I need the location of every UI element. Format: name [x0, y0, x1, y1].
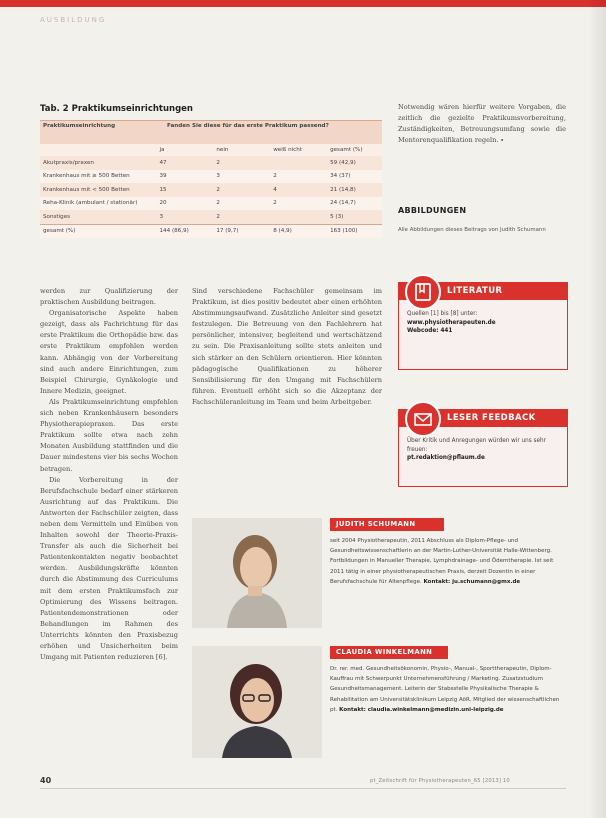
table-row: Sonstiges 3 2 5 (3) — [40, 210, 382, 224]
author-photo-2 — [192, 646, 322, 758]
paragraph: werden zur Qualifizierung der praktischen Ausbildung beitragen. — [40, 287, 178, 307]
bio1-text — [330, 536, 566, 587]
paragraph: Sind verschiedene Fachschüler gemeinsam im Praktikum, ist dies positiv bedeutet aber einen erhöhten Abstimmungsaufwand. Zusätzliche Anleiter sind gesetzt festzulegen. Die Betreuung von den Fachlehrern hat persönlicher, intensiver, begleitend und wertschätzend zu sein. Die Praxisanleitung sollte stets anleiten und sich stärker an den Schülern orientieren. Hier könnten pädagogische Qualifikationen zu höherer Sensibilisierung für den Umgang mit Fachschülern führen. Eventuell erhöht sich so die Akzeptanz der Fachschüleranleitung im Team und beim Arbeitgeber. — [192, 287, 382, 406]
bio2-name: CLAUDIA WINKELMANN — [330, 646, 448, 659]
table-header — [40, 120, 382, 144]
feedback-line: Über Kritik und Anregungen würden wir uns sehr freuen: — [407, 438, 546, 453]
literatur-box — [398, 282, 568, 370]
column-a — [40, 286, 178, 663]
table-total-row: gesamt (%) 144 (86,9) 17 (9,7) 8 (4,9) 163 (100) — [40, 224, 382, 239]
table-subheader: nein — [216, 147, 229, 153]
author-photo-1 — [192, 518, 322, 628]
table-body — [40, 156, 382, 238]
table — [40, 120, 382, 238]
paragraph: Die Vorbereitung in der Berufsfachschule bedarf einer stärkeren Ausrichtung auf das Praktikum. Die Antworten der Fachschüler zeigten, dass neben dem Vermitteln und Einüben von Inhalten sowohl der Theorie-Praxis-Transfer als auch die Sicherheit bei Patientenkontakten negativ beobachtet werden. Ausbildungskräfte könnten durch die Abstimmung des Curriculums mit dem ersten Praktikumsfach zur Optimierung des Wissens beitragen. Patientendemonstrationen oder Behandlungen im Rahmen des Unterrichts könnten den Praxisbezug erhöhen und Unsicherheiten beim Umgang mit Patienten reduzieren [6]. — [40, 475, 178, 662]
right-column-text — [398, 102, 566, 146]
table-col0-header: Praktikumseinrichtung — [43, 123, 116, 129]
paragraph: Als Praktikumseinrichtung empfehlen sich neben Krankenhäusern besonders Physiotherapiepraxen. Das erste Praktikum sollte etwa nach zehn Monaten Ausbildung stattfinden und die Dauer mindestens vier bis sechs Wochen betragen. — [40, 397, 178, 473]
footer-source: pt_Zeitschrift für Physiotherapeuten_65 [2013] 10 — [370, 778, 510, 784]
table-row: Krankenhaus mit < 500 Betten 15 2 4 21 (14,8) — [40, 183, 382, 197]
paragraph: Notwendig wären hierfür weitere Vorgaben, die zeitlich die gezielte Praktikumsvorbereitung, Zuständigkeiten, Betreuungsumfang sowie die Mentorenqualifikation regeln. ∙ — [398, 103, 566, 145]
paragraph: Organisatorische Aspekte haben gezeigt, dass als Fachrichtung für das erste Praktikum die Orthopädie bzw. das erste Praktikum empfohlen werden kann. Abhängig von der Vorbereitung sind auch andere Einrichtungen, zum Beispiel Chirurgie, Gynäkologie und Innere Medizin, geeignet. — [40, 309, 178, 395]
table-subheader-row — [40, 144, 382, 156]
bio1-description: seit 2004 Physiotherapeutin, 2011 Abschluss als Diplom-Pflege- und Gesundheitswissenschaftlerin an der Martin-Luther-Universität Halle-Wittenberg. Fortbildungen in Manueller Therapie, Lymphdrainage- und Ödemtherapie. Ist seit 2011 tätig in einer physiotherapeutischen Praxis, derzeit Dozentin in einer Berufsfachschule für Altenpflege. — [330, 538, 554, 585]
abbildungen-heading: ABBILDUNGEN — [398, 206, 467, 215]
envelope-icon — [405, 401, 441, 437]
column-b — [192, 286, 382, 408]
section-label: AUSBILDUNG — [40, 16, 107, 24]
table-row: Akutpraxis/praxen 47 2 59 (42,9) — [40, 156, 382, 170]
bio2-description: Dr. rer. med. Gesundheitsökonomin, Physio-, Manual-, Sporttherapeutin, Diplom-Kauffrau mit Schwerpunkt Unternehmensführung / Marketing. Zusatzstudium Gesundheitsmanagement. Leiterin der Stabsstelle Physikalische Therapie & Rehabilitation am Universitätsklinikum Leipzig AöR. Mitglied der wissenschaftlichen pt. — [330, 666, 560, 713]
page-edge-shadow — [588, 0, 606, 818]
literatur-label: LITERATUR — [399, 283, 567, 300]
table-title: Tab. 2 Praktikumseinrichtungen — [40, 104, 193, 114]
table-group-header: Fanden Sie diese für das erste Praktikum passend? — [167, 123, 329, 129]
abbildungen-text: Alle Abbildungen dieses Beitrags von Judith Schumann — [398, 227, 546, 233]
top-red-rule — [0, 0, 606, 7]
table-row: Krankenhaus mit ≥ 500 Betten 39 3 2 34 (37) — [40, 170, 382, 184]
feedback-box — [398, 409, 568, 487]
page-number: 40 — [40, 776, 52, 785]
bio2-text — [330, 664, 566, 715]
literatur-webcode: Webcode: 441 — [407, 328, 453, 335]
bio1-name: JUDITH SCHUMANN — [330, 518, 444, 531]
table-subheader: gesamt (%) — [330, 147, 363, 153]
bio1-contact: Kontakt: ju.schumann@gmx.de — [423, 578, 521, 585]
table-row: Reha-Klinik (ambulant / stationär) 20 2 2 24 (14,7) — [40, 197, 382, 211]
bookmark-icon — [405, 274, 441, 310]
bio2-contact: Kontakt: claudia.winkelmann@medizin.uni-leipzig.de — [339, 706, 504, 713]
literatur-line: Quellen [1] bis [8] unter: — [407, 311, 478, 317]
table-subheader: weiß nicht — [273, 147, 302, 153]
feedback-email[interactable]: pt.redaktion@pflaum.de — [407, 455, 485, 462]
literatur-url[interactable]: www.physiotherapeuten.de — [407, 319, 496, 326]
feedback-label: LESER FEEDBACK — [399, 410, 567, 427]
table-subheader: ja — [159, 147, 165, 153]
footer-rule — [40, 788, 566, 789]
